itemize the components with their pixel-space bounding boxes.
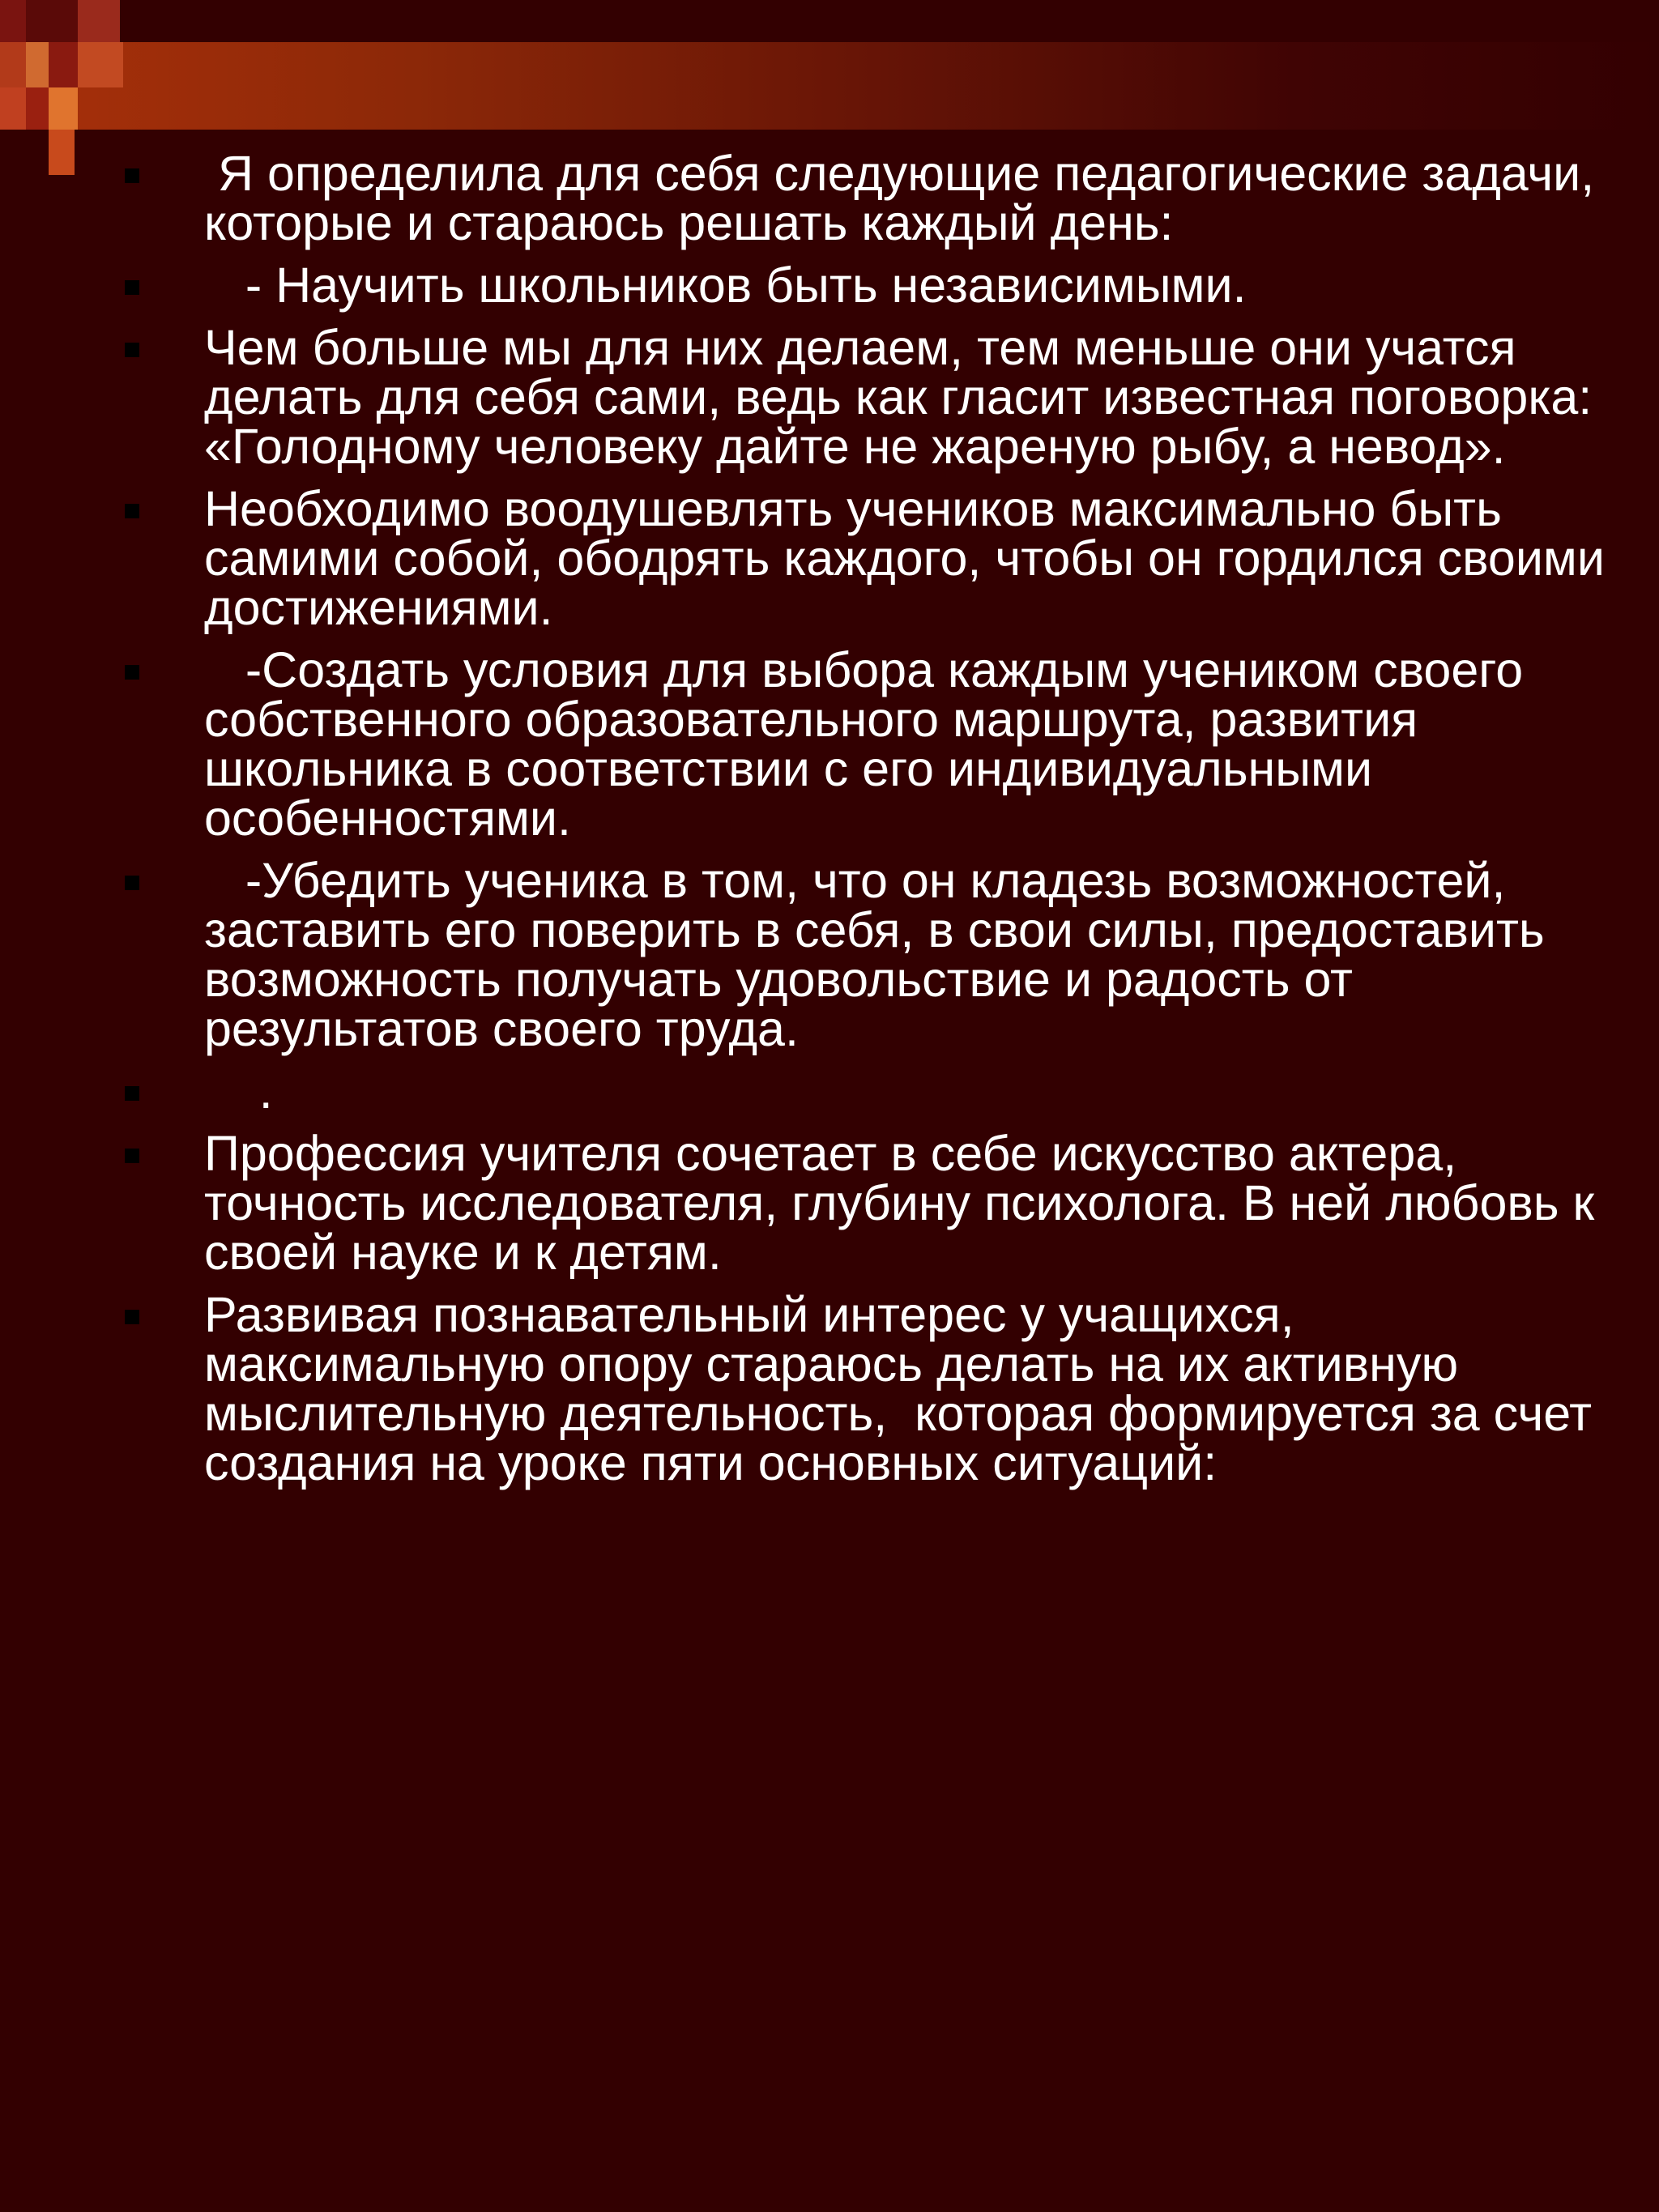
square-bullet-icon [125,1149,139,1163]
bullet-item [113,1287,1612,1490]
bullet-item [113,258,1612,313]
deco-square [26,42,49,87]
deco-square [0,0,26,42]
square-bullet-icon [125,280,139,295]
bullet-text: -Убедить ученика в том, что он кладезь возможностей, заставить его поверить в себя, в свои силы, предоставить возможность получать удовольствие и радость от результатов своего труда. [204,853,1559,1056]
bullet-text: - Научить школьников быть независимыми. [204,258,1247,313]
deco-square [78,0,120,42]
bullet-text: . [204,1063,273,1119]
deco-square [49,130,75,175]
bullet-item [113,1126,1612,1280]
bullet-text: Необходимо воодушевлять учеников максимально быть самими собой, ободрять каждого, чтобы он гордился своими достижениями. [204,481,1618,635]
deco-square [49,87,78,130]
bullet-item [113,146,1612,250]
bullet-item [113,320,1612,474]
bullet-list [113,146,1618,1490]
deco-square [0,87,26,130]
bullet-item [113,1063,1612,1119]
square-bullet-icon [125,876,139,890]
deco-square [26,87,49,130]
bullet-item [113,481,1618,635]
bullet-text: Развивая познавательный интерес у учащихся, максимальную опору стараюсь делать на их активную мыслительную деятельность, которая формируется за счет создания на уроке пяти основных ситуаций: [204,1287,1606,1490]
bullet-text: -Создать условия для выбора каждым учеником своего собственного образовательного маршрута, развития школьника в соответствии с его индивидуальными особенностями. [204,642,1537,846]
bullet-text: Я определила для себя следующие педагогические задачи, которые и стараюсь решать каждый день: [204,146,1609,250]
square-bullet-icon [125,1310,139,1324]
square-bullet-icon [125,665,139,680]
deco-square [26,0,78,42]
square-bullet-icon [125,1086,139,1101]
deco-square [49,42,78,87]
decorative-squares [0,0,130,178]
deco-square [78,42,123,87]
bullet-text: Чем больше мы для них делаем, тем меньше они учатся делать для себя сами, ведь как гласит известная поговорка: «Голодному человеку дайте не жареную рыбу, а невод». [204,320,1606,474]
header-gradient-band [0,42,1659,130]
square-bullet-icon [125,343,139,357]
bullet-item [113,642,1612,846]
deco-square [0,42,26,87]
square-bullet-icon [125,504,139,518]
slide-content [113,146,1618,1501]
square-bullet-icon [125,168,139,183]
bullet-text: Профессия учителя сочетает в себе искусство актера, точность исследователя, глубину психолога. В ней любовь к своей науке и к детям. [204,1126,1609,1280]
bullet-item [113,853,1612,1056]
